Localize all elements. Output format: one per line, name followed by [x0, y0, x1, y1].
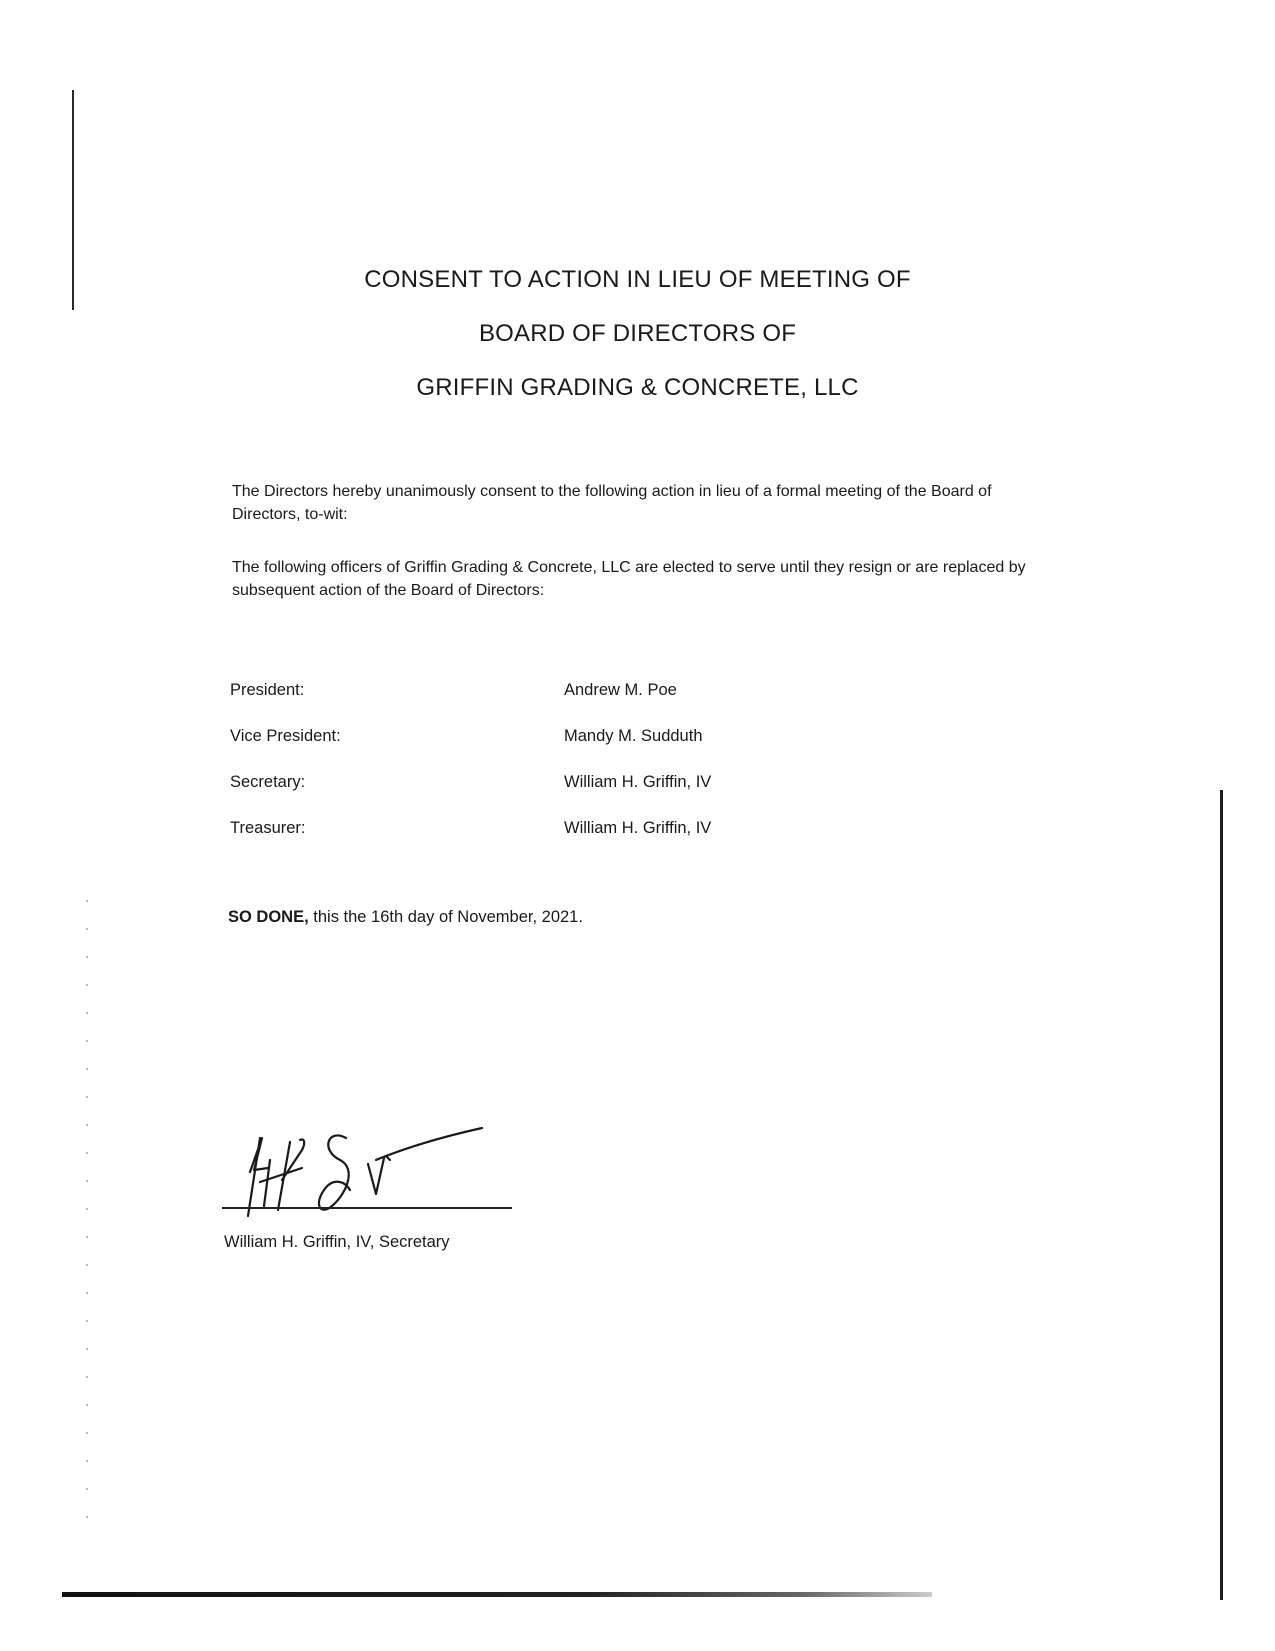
handwritten-signature — [220, 1120, 520, 1220]
closing-statement — [228, 908, 583, 927]
officer-row-vice-president — [230, 727, 930, 751]
officer-row-treasurer — [230, 819, 930, 843]
officer-name: William H. Griffin, IV — [564, 819, 712, 837]
officer-role: President: — [230, 681, 305, 699]
signature-caption: William H. Griffin, IV, Secretary — [224, 1233, 450, 1251]
officer-name: William H. Griffin, IV — [564, 773, 712, 791]
scan-artifact-bottom-edge — [62, 1592, 932, 1597]
scan-artifact-right-edge — [1220, 790, 1223, 1600]
officer-row-secretary — [230, 773, 930, 797]
document-title-line-1: CONSENT TO ACTION IN LIEU OF MEETING OF — [364, 266, 911, 293]
officer-row-president — [230, 681, 930, 705]
signature-line — [222, 1207, 512, 1209]
officer-name: Andrew M. Poe — [564, 681, 677, 699]
closing-text: this the 16th day of November, 2021. — [308, 908, 583, 926]
closing-bold: SO DONE, — [228, 908, 309, 926]
document-title-line-3: GRIFFIN GRADING & CONCRETE, LLC — [416, 374, 859, 401]
officer-role: Vice President: — [230, 727, 341, 745]
officers-election-paragraph: The following officers of Griffin Grading & Concrete, LLC are elected to serve until they resign or are replaced by subsequent action of the Board of Directors: — [232, 559, 1026, 599]
officer-role: Secretary: — [230, 773, 306, 791]
document-title-line-2: BOARD OF DIRECTORS OF — [478, 320, 797, 347]
officer-role: Treasurer: — [230, 819, 306, 837]
consent-paragraph: The Directors hereby unanimously consent to the following action in lieu of a formal meeting of the Board of Directors, to-wit: — [232, 483, 992, 523]
scan-artifact-dots — [86, 900, 88, 1540]
officer-name: Mandy M. Sudduth — [564, 727, 703, 745]
